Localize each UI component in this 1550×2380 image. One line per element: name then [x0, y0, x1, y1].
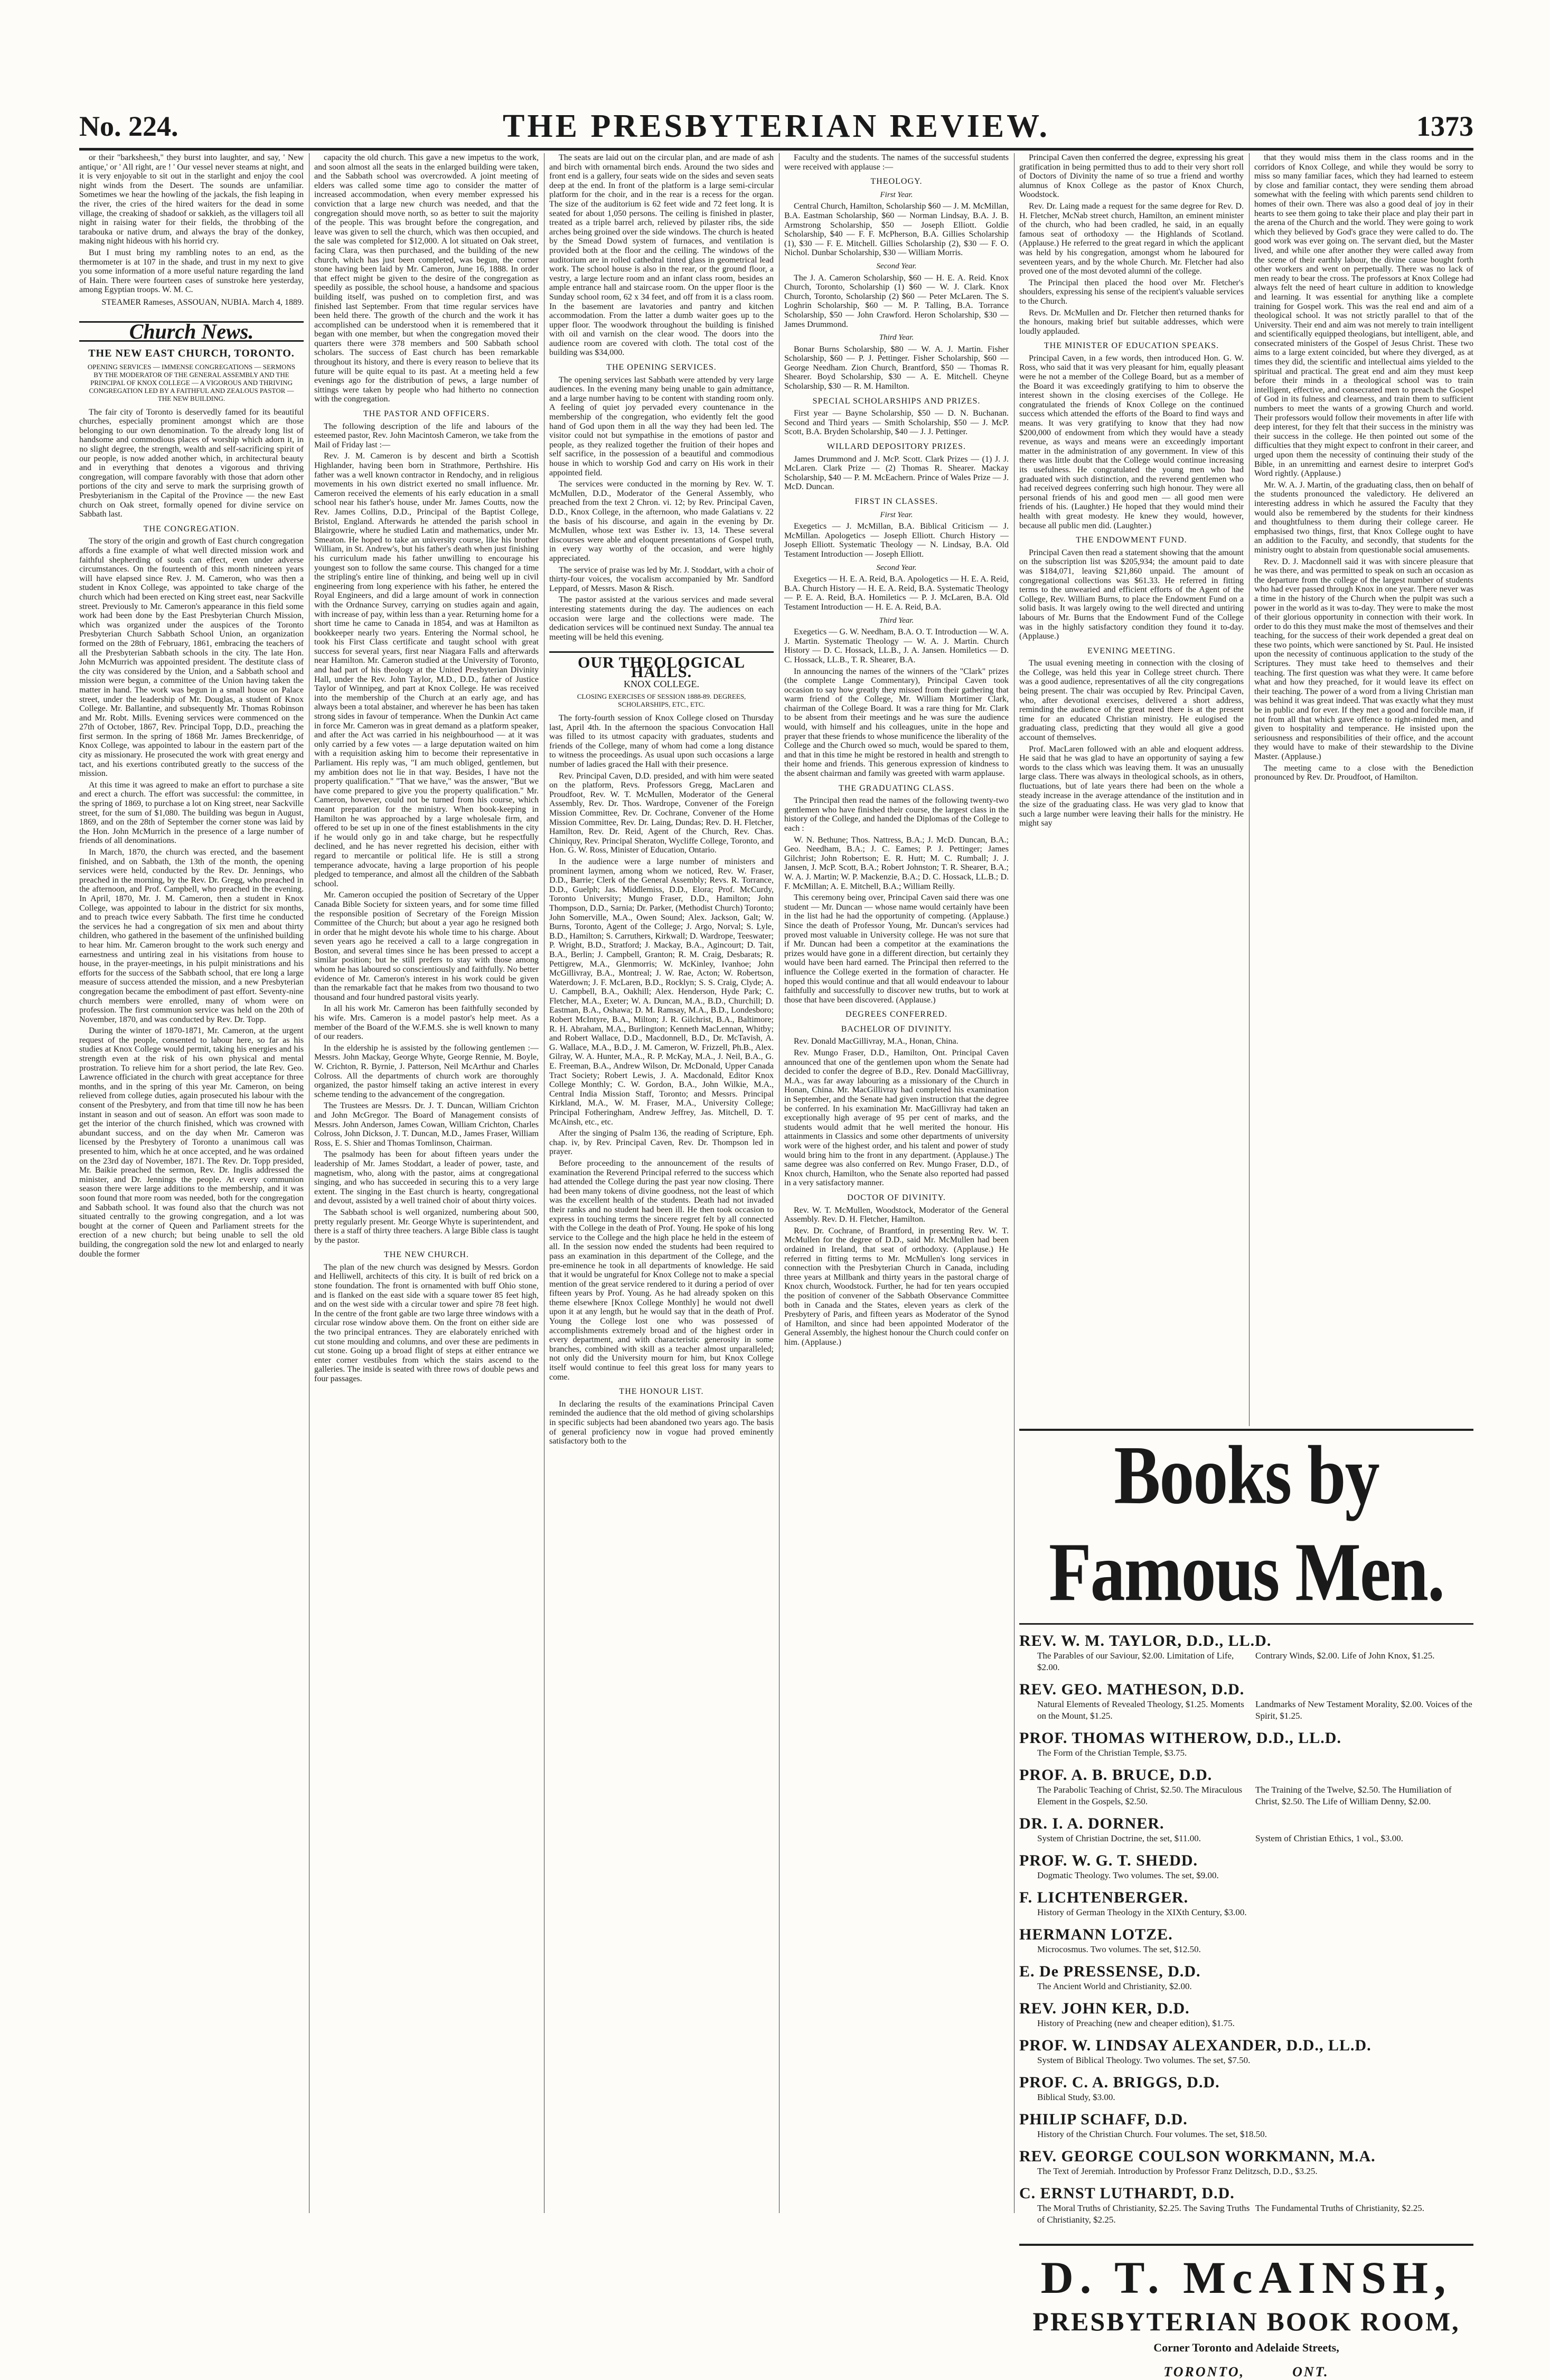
article-paragraph: The services were conducted in the morning by Rev. W. T. McMullen, D.D., Moderator of the General Assembly, who preached from the text 2 Chron. vi. 12; by Rev. Principal Caven, D.D., Knox College, in the afternoon, who made Galatians v. 22 the basis of his discourse, and again in the evening by Dr. McMullen, whose text was Esther iv. 13, 14. These several discourses were able and eloquent presentations of Gospel truth, in every way worthy of the occasion, and were highly appreciated.: [549, 480, 774, 563]
article-paragraph: that they would miss them in the class rooms and in the corridors of Knox College, and while they would be sorry to miss so many familiar faces, which they had learned to esteem by close and familiar contact, they were sending them abroad somewhat with the feeling with which parents send children to homes of their own. There was also a good deal of joy in their hearts to see them going to take their place and play their part in the arena of the Church and the world. They were going to work which they believed by God's grace they were called to do. The good work was ever going on. The servant died, but the Master lived, and while one after another they were called away from the scene of their earthly labour, the divine cause bought forth other workers and went on perpetually. There was no lack of men ready to bear the cross. The professors at Knox College had always felt the need of heart culture in addition to knowledge and learning. It was essential for anything like a complete training for Gospel work. This was the real end and aim of a theological school. It was not strictly parallel to that of the University. Their end and aim was not merely to train intelligent and scientifically equipped theologians, but intelligent, able, and consecrated ministers of the Gospel of Jesus Christ. These two aims to a large extent coincided, but where they diverged, as at times they did, the scientific and intellectual aims yielded to the spiritual and practical. The great end and aim they must keep before their minds in a theological school was to train intelligent, effective, and consecrated men to preach the Gospel of God in its fulness and clearness, and train them to sufficient numbers to meet the wants of a growing Church and world. Their professors would follow their movements in after life with deep interest, for they felt that their success in the ministry was their success in the college. He then pointed out some of the difficulties that they might expect to confront in their career, and urged upon them the necessity of continuing their study of the Bible, in an unremitting and earnest desire to interpret God's Word rightly. (Applause.): [1254, 153, 1473, 479]
book-titles: [1019, 2203, 1473, 2226]
article-paragraph: The opening services last Sabbath were attended by very large audiences. In the evening many being unable to gain admittance, and a large number having to be content with standing room only. A feeling of quiet joy pervaded every countenance in the membership of the congregation, who evidently felt the good hand of God upon them in all the way they had been led. The visitor could not but sympathise in the emotions of pastor and people, as they realized together the fruition of their hopes and self sacrifice, in the possession of a beautiful and commodious house in which to worship God and carry on His work in their appointed field.: [549, 375, 774, 477]
subsection-heading: DEGREES CONFERRED.: [845, 1010, 948, 1019]
book-author: PROF. THOMAS WITHEROW, D.D., LL.D.: [1019, 1729, 1341, 1747]
book-author: F. LICHTENBERGER.: [1019, 1889, 1189, 1906]
subsection-heading: THE PASTOR AND OFFICERS.: [363, 409, 490, 419]
book-titles: [1019, 1833, 1473, 1844]
column-1: [79, 153, 304, 2213]
article-paragraph: Prof. MacLaren followed with an able and eloquent address. He said that he was glad to have an opportunity of saying a few words to the class which was leaving them. It was an unusually large class. There was always in theological schools, as in others, fluctuations, but of late years there had been on the whole a steady increase in the average attendance of the institution and in the size of the graduating class. He was very glad to know that such a large number were leaving their halls for the ministry. He might say: [1019, 744, 1244, 828]
subsection-heading: THE ENDOWMENT FUND.: [1076, 536, 1187, 545]
article-paragraph: Principal Caven then conferred the degree, expressing his great gratification in being permitted thus to add to their very short roll of Doctors of Divinity the name of so true a friend and worthy alumnus of Knox College as the pastor of Knox Church, Woodstock.: [1019, 153, 1244, 200]
article-paragraph: The following description of the life and labours of the esteemed pastor, Rev. John Macintosh Cameron, we take from the Mail of Friday last :—: [314, 421, 539, 449]
subsection-heading: WILLARD DEPOSITORY PRIZES.: [827, 442, 966, 452]
article-paragraph: At this time it was agreed to make an effort to purchase a site and erect a church. The effort was successful: the committee, in the spring of 1869, to purchase a lot on King street, near Sackville street, for the sum of $1,080. The building was begun in August, 1869, and on the 28th of September the corner stone was laid by the Hon. John McMurrich in the presence of a large number of friends of all denominations.: [79, 780, 304, 846]
article-paragraph: The story of the origin and growth of East church congregation affords a fine example of what well directed mission work and faithful shepherding of souls can effect, even under adverse circumstances. On the fourteenth of this month nineteen years will have elapsed since Rev. J. M. Cameron, who was then a student in Knox College, was appointed to take charge of the church which had been erected on King street east, near Sackville street. Previously to Mr. Cameron's appearance in this field some work had been done by the East Presbyterian Church Mission, which was organized under the auspices of the Toronto Presbyterian Church Sabbath School Union, an organization formed on the 28th of February, 1861, embracing the teachers of all the Presbyterian Sabbath schools in the city. The late Hon. John McMurrich was appointed president. The destitute class of the city was considered by the Union, and a Sabbath school and mission were begun, a committee of the Union having taken the matter in hand. The work was begun in a small house on Palace street, under the leadership of Mr. Douglas, a student of Knox College. Mr. Ballantine, and subsequently Mr. Thomas Robinson and Mr. Robt. Mills. Evening services were commenced on the 27th of October, 1867, Rev. Principal Topp, D.D., preaching the first sermon. In the spring of 1868 Mr. James Breckenridge, of Knox College, was appointed to labour in the eastern part of the city as missionary. He prosecuted the work with great energy and tact, and his exertions contributed greatly to the success of the mission.: [79, 537, 304, 779]
advertisement-divider: [1019, 1623, 1473, 1625]
article-paragraph: In the audience were a large number of ministers and prominent laymen, among whom we noticed, Rev. W. Fraser, D.D., Barrie; Clerk of the General Assembly; Revs. R. Torrance, D.D., Guelph; Jas. Middlemiss, D.D., Elora; Prof. McCurdy, Toronto University; Mungo Fraser, D.D., Hamilton; John Thompson, D.D., Sarnia; Dr. Parker, (Methodist Church) Toronto; John Somerville, M.A., Owen Sound; Alex. Jackson, Galt; W. Burns, Toronto, Agent of the College; J. Argo, Norval; S. Lyle, B.D., Hamilton; S. Carruthers, Kirkwall; D. Wardrope, Teeswater; P. Wright, B.D., Stratford; J. Mackay, B.A., Agincourt; D. Tait, B.A., Berlin; J. Campbell, Granton; R. M. Craig, Desbarats; R. Pettigrew, M.A., Glenmorris; W. McKinley, Ivanhoe; John McGillivray, B.A., Montreal; J. W. Rae, Acton; W. Robertson, Waterdown; J. F. McLaren, B.D., Rocklyn; S. S. Craig, Clyde; A. U. Campbell, B.A., Oakhill; Alex. Henderson, Hyde Park; C. Fletcher, M.A., Exeter; W. A. Duncan, M.A., B.D., Churchill; D. Eastman, B.A., Oshawa; D. M. Ramsay, M.A., B.D., Londesboro; Robert McIntyre, B.A., Milton; J. R. Gilchrist, B.A., Baltimore; R. H. Abraham, M.A., Burlington; Kenneth MacLennan, Whitby; and Robert Wallace, D.D., Macdonnell, B.D., Dr. McTavish, A. G. Wallace, M.A., B.D., J. M. Cameron, W. Frizzell, Ph.B., Alex. Gilray, W. A. Hunter, M.A., R. P. McKay, M.A., J. Neil, B.A., G. E. Freeman, B.A., Andrew Wilson, Dr. McDonald, Upper Canada Tract Society; Robert Lewis, J. A. Macdonald, Editor Knox College Monthly; C. W. Gordon, B.A., John Wilkie, M.A., Central India Mission Staff, Toronto; and Messrs. Principal Kirkland, M.A., W. M. Fraser, M.A., University College; Principal Fotheringham, Andrew Jeffrey, Jas. Mitchell, D. T. McAinsh, etc., etc.: [549, 857, 774, 1127]
column-5: [1019, 153, 1244, 1421]
book-titles: [1019, 1784, 1473, 1807]
article-paragraph: The pastor assisted at the various services and made several interesting statements during the day. The audiences on each occasion were large and the collections were made. The dedication services will be continued next Sunday. The annual tea meeting will be held this evening.: [549, 595, 774, 642]
book-titles-right: The Training of the Twelve, $2.50. The Humiliation of Christ, $2.50. The Life of William Denny, $2.00.: [1255, 1785, 1452, 1806]
article-paragraph: The Principal then placed the hood over Mr. Fletcher's shoulders, expressing his sense of the recipient's valuable services to the Church.: [1019, 278, 1244, 306]
book-entry: [1019, 2074, 1473, 2103]
book-author: PROF. W. LINDSAY ALEXANDER, D.D., LL.D.: [1019, 2037, 1371, 2054]
book-titles: The Text of Jeremiah. Introduction by Professor Franz Delitzsch, D.D., $3.25.: [1037, 2166, 1318, 2176]
article-paragraph: Revs. Dr. McMullen and Dr. Fletcher then returned thanks for the honours, making brief but suitable addresses, which were loudly applauded.: [1019, 308, 1244, 336]
book-entry: [1019, 1729, 1473, 1759]
article-paragraph: First year — Bayne Scholarship, $50 — D. N. Buchanan. Second and Third years — Smith Scholarship, $50 — J. McP. Scott, B.A. Bryden Scholarship, $40 — J. J. Pettinger.: [784, 409, 1009, 437]
subsection-heading: DOCTOR OF DIVINITY.: [847, 1193, 946, 1202]
book-titles-right: Contrary Winds, $2.00. Life of John Knox, $1.25.: [1255, 1651, 1435, 1661]
book-titles-right: The Fundamental Truths of Christianity, $2.25.: [1255, 2203, 1425, 2213]
book-author: PROF. A. B. BRUCE, D.D.: [1019, 1766, 1213, 1784]
book-titles: The Form of the Christian Temple, $3.75.: [1037, 1748, 1187, 1758]
year-heading: Second Year.: [876, 261, 917, 270]
article-paragraph: Before proceeding to the announcement of the results of examination the Reverend Principal referred to the success which had attended the College during the past year now closing. There had been many tokens of divine goodness, not the least of which was the excellent health of the students. Death had not invaded their ranks and no student had been ill. He then took occasion to express in touching terms the sincere regret felt by all connected with the College in the death of Prof. Young. He spoke of his long service to the College and the high place he held in the esteem of all. In the session now ended the students had been required to pass an examination in this department of the College, and the pre-eminence he took in all departments of knowledge. He said that it would be ungrateful for Knox College not to make a special mention of the great service rendered to it during a period of over fifteen years by Prof. Young. As he had already spoken on this theme elsewhere [Knox College Monthly] he would not dwell upon it at any length, but he would say that in the death of Prof. Young the College lost one who was possessed of accomplishments extremely broad and of the highest order in every department, and with characteristic generosity in some branches, combined with skill as a teacher almost unparalleled; not only did the University mourn for him, but Knox College itself would continue to feel this great loss for many years to come.: [549, 1158, 774, 1382]
article-paragraph: In announcing the names of the winners of the "Clark" prizes (the complete Lange Commentary), Principal Caven took occasion to say how greatly they missed from their gathering that warm friend of the College, Mr. William Mortimer Clark, chairman of the College Board. It was a rare thing for Mr. Clark to be absent from their meetings and he was sure the audience would, with himself and his colleagues, unite in the hope and prayer that these friends to whose munificence the liberality of the College and the Church owed so much, would be spared to them, and that in this time he might be restored in health and strength to their home and friends. This generous expression of kindness to the absent chairman and family was greeted with warm applause.: [784, 667, 1009, 779]
article-paragraph: The service of praise was led by Mr. J. Stoddart, with a choir of thirty-four voices, the vocalism accompanied by Mr. Sandford Leppard, of Messrs. Mason & Risch.: [549, 565, 774, 593]
book-titles: The Ancient World and Christianity, $2.00.: [1037, 1981, 1192, 1991]
article-paragraph: In the eldership he is assisted by the following gentlemen :— Messrs. John Mackay, George Whyte, George Rennie, M. Boyle, W. Crichton, R. Byrnie, J. Patterson, Neil McArthur and Charles Colross. All the departments of church work are thoroughly organized, the pastor himself taking an active interest in every scheme tending to the advancement of the congregation.: [314, 1043, 539, 1099]
article-paragraph: Mr. Cameron occupied the position of Secretary of the Upper Canada Bible Society for sixteen years, and for some time filled the responsible position of Secretary of the Foreign Mission Committee of the Church; but about a year ago he resigned both in order that he might devote his whole time to his charge. About seven years ago he received a call to a large congregation in Boston, and several times since he has been pressed to accept a similar position; but he still prefers to stay with those among whom he has laboured so conscientiously and faithfully. No better evidence of Mr. Cameron's interest in his work could be given than the remarkable fact that he makes from two thousand to two thousand and four hundred pastoral visits yearly.: [314, 891, 539, 1002]
honour-list: Central Church, Hamilton, Scholarship $60 — J. M. McMillan, B.A. Eastman Scholarship, $60 — Norman Lindsay, B.A. J. B. Armstrong Scholarship, $50 — Joseph Elliott. Goldie Scholarship, $40 — F. F. McPherson, B.A. Gillies Scholarship (1), $30 — F. E. Mitchell. Gillies Scholarship (2), $30 — F. O. Nichol. Dunbar Scholarship, $30 — William Morris.: [784, 202, 1009, 258]
article-paragraph: Rev. Dr. Cochrane, of Brantford, in presenting Rev. W. T. McMullen for the degree of D.D., said Mr. McMullen had been ordained in Ireland, that seat of orthodoxy. (Applause.) He referred in fitting terms to Mr. McMullen's long services in connection with the Presbyterian Church in Canada, including three years at Millbank and thirty years in the pastoral charge of Knox church, Woodstock. Further, he had for ten years occupied the position of convener of the Sabbath Observance Committee both in Canada and the States, eleven years as clerk of the Presbytery of Paris, and fifteen years as Moderator of the Synod of Hamilton, and since had been appointed Moderator of the General Assembly, the highest honour the Church could confer on him. (Applause.): [784, 1226, 1009, 1347]
book-author: HERMANN LOTZE.: [1019, 1926, 1173, 1943]
honour-list: Exegetics — J. McMillan, B.A. Biblical Criticism — J. McMillan. Apologetics — Joseph Elliott. Church History — Joseph Elliott. Systematic Theology — N. Lindsay, B.A. Old Testament Introduction — Joseph Elliott.: [784, 522, 1009, 559]
book-entry: [1019, 1632, 1473, 1673]
article-paragraph: or their "barksheesh," they burst into laughter, and say, ' New antique,' or ' All right, are ! ' Our vessel never steams at night, and it is very enjoyable to sit out in the starlight and enjoy the cool night winds from the Desert. The sounds are unfamiliar. Sometimes we hear the howling of the jackals, the fish leaping in the river, the cries of the hired waiters for the dead in some village, the creaking of shadoof or sakkieh, as the villagers toil all night in raising water for their fields, the throbbing of the tarabouka or native drum, and always the bray of the donkey, making night hideous with his horrid cry.: [79, 153, 304, 246]
bookseller-name: D. T. McAINSH,: [1019, 2244, 1473, 2304]
book-entry: [1019, 1889, 1473, 1918]
subsection-heading: THE NEW CHURCH.: [384, 1250, 469, 1260]
book-titles: Microcosmus. Two volumes. The set, $12.50.: [1037, 1944, 1201, 1954]
article-paragraph: capacity the old church. This gave a new impetus to the work, and soon almost all the seats in the enlarged building were taken, and the Sabbath school was overcrowded. A joint meeting of elders was called some time ago to consider the matter of increased accommodation, when every member expressed his conviction that a large new church was needed, and that the congregation should move north, so as better to suit the majority of the people. This was brought before the congregation, and leave was given to sell the church, which was then occupied, and the sale was completed for $12,000. A lot situated on Oak street, facing Clara, was then purchased, and the building of the new church, which has just been completed, was begun, the corner stone having been laid by Mr. Cameron, June 16, 1888. In order that effect might be given to the desire of the congregation as speedily as possible, the school house, a handsome and spacious building itself, was pushed on to completion first, and was finished last September. From that time regular services have been held there. The growth of the church and the work it has accomplished can be understood when it is remembered that it began with one member, but when the congregation moved their quarters there were 378 members and 500 Sabbath school scholars. The success of East church has been remarkable throughout its history, and there is every reason to believe that its future will be quite equal to its past. At a meeting held a few evenings ago for the distribution of pews, a large number of sittings were taken by people who had hitherto no connection with the congregation.: [314, 153, 539, 404]
article-paragraph: The fair city of Toronto is deservedly famed for its beautiful churches, especially prominent amongst which are those belonging to our own denomination. To the already long list of handsome and commodious places of worship which adorn it, in no slight degree, the strength, wealth and self-sacrificing spirit of our people, is now added another which, in architectural beauty and in everything that denotes a vigorous and thriving congregation, will compare favorably with those that adorn other portions of the city and serve to mark the surprising growth of Presbyterianism in the Capital of the Province — the new East church on Oak street, formally opened for divine service on Sabbath last.: [79, 407, 304, 519]
newspaper-title: THE PRESBYTERIAN REVIEW.: [503, 108, 1050, 144]
book-entry: [1019, 1815, 1473, 1844]
subsection-heading: FIRST IN CLASSES.: [854, 497, 938, 506]
book-titles: [1019, 1650, 1473, 1673]
column-2: [314, 153, 539, 2213]
bookseller-city: [1019, 2364, 1473, 2380]
article-paragraph: Rev. Donald MacGillivray, M.A., Honan, China.: [794, 1037, 959, 1046]
book-titles-right: System of Christian Ethics, 1 vol., $3.00.: [1255, 1833, 1404, 1843]
bookseller-address: Corner Toronto and Adelaide Streets,: [1153, 2341, 1339, 2354]
article-headline: OUR THEOLOGICAL HALLS.: [549, 651, 774, 677]
column-3: [549, 153, 774, 2213]
book-titles: History of German Theology in the XIXth Century, $3.00.: [1037, 1907, 1247, 1917]
year-heading: First Year.: [880, 190, 913, 199]
article-paragraph: In all his work Mr. Cameron has been faithfully seconded by his wife. Mrs. Cameron is a model pastor's help meet. As a member of the Board of the W.F.M.S. she is well known to many of our readers.: [314, 1004, 539, 1042]
subsection-heading: THE OPENING SERVICES.: [606, 363, 717, 372]
book-entry: [1019, 2000, 1473, 2029]
book-titles: System of Biblical Theology. Two volumes. The set, $7.50.: [1037, 2055, 1251, 2065]
article-paragraph: Faculty and the students. The names of the successful students were received with applause :—: [784, 153, 1009, 172]
book-author: PHILIP SCHAFF, D.D.: [1019, 2111, 1188, 2128]
article-paragraph: During the winter of 1870-1871, Mr. Cameron, at the urgent request of the people, consented to labour here, so far as his studies at Knox College would permit, taking his energies and his strength even at the risk of his own physical and mental prostration. To relieve him for a short period, the late Rev. Geo. Lawrence officiated in the church with great acceptance for three months, and in the spring of this year Mr. Cameron, on being relieved from college duties, again prosecuted his labour with the consent of the Presbytery, and from that time till now he has been instant in season and out of season. An effort was soon made to get the interior of the church finished, which was crowned with abundant success, and on the day when Mr. Cameron was licensed by the Presbytery of Toronto a unanimous call was presented to him, which he at once accepted, and he was ordained on the 23rd day of November, 1871. The Rev. Dr. Topp presided, Mr. Baikie preached the sermon, Rev. Dr. Inglis addressed the minister, and Dr. Jennings the people. At every communion season there were large additions to the membership, and it was soon found that more room was needed, both for the congregation and Sabbath school. It was found also that the church was not situated centrally to the growing congregation, and a lot was bought at the corner of Queen and Parliament streets for the erection of a new church; but being unable to sell the old building, the congregation sold the new lot and enlarged to nearly double the former: [79, 1026, 304, 1259]
book-entry: [1019, 1963, 1473, 1992]
honour-list: Exegetics — G. W. Needham, B.A. O. T. Introduction — W. A. J. Martin. Systematic Theology — W. A. J. Martin. Church History — D. C. Hossack, LL.B., J. A. Jansen. Homiletics — D. C. Hossack, LL.B., T. R. Shearer, B.A.: [784, 627, 1009, 664]
advertisement-title: Books by Famous Men.: [1049, 1428, 1444, 1618]
article-headline: THE NEW EAST CHURCH, TORONTO.: [88, 348, 295, 360]
column-divider: [1249, 153, 1250, 1426]
book-titles-right: Landmarks of New Testament Morality, $2.00. Voices of the Spirit, $1.25.: [1255, 1699, 1472, 1721]
article-paragraph: In declaring the results of the examinations Principal Caven reminded the audience that the old method of giving scholarships in specific subjects had been abandoned two years ago. The basis of general proficiency now in vogue had proved eminently satisfactory both to the: [549, 1399, 774, 1446]
book-entry: [1019, 1926, 1473, 1955]
article-paragraph: The seats are laid out on the circular plan, and are made of ash and birch with ornamental birch ends. Around the two sides and front end is a gallery, four seats wide on the sides and seven seats deep at the end. In front of the platform is a large semi-circular platform for the choir, and in the rear is a recess for the organ. The size of the auditorium is 62 feet wide and 72 feet long. It is seated for about 1,050 persons. The ceiling is finished in plaster, treated as a triple barrel arch, relieved by pilaster ribs, the side arches being groined over the side windows. The church is heated by the Smead Dowd system of furnaces, and ventilation is provided both at the floor and the ceiling. The windows of the auditorium are in rolled cathedral tinted glass in geometrical lead work. The school house is also in the rear, or the ground floor, a vestry, a large lecture room and an infant class room, besides an ample entrance hall and staircase room. On the upper floor is the Sunday school room, 62 x 34 feet, and off from it is a class room. In the basement are lavatories and pantry and kitchen accommodation. From the latter a dumb waiter goes up to the upper floor. The woodwork throughout the building is finished with oil and varnish on the clear wood. The doors into the audience room are covered with cloth. The total cost of the building was $34,000.: [549, 153, 774, 358]
article-subhead: CLOSING EXERCISES OF SESSION 1888-89. DEGREES, SCHOLARSHIPS, ETC., ETC.: [577, 692, 746, 709]
column-4: [784, 153, 1009, 2213]
bookseller-title: PRESBYTERIAN BOOK ROOM,: [1032, 2307, 1460, 2336]
book-author: DR. I. A. DORNER.: [1019, 1815, 1164, 1832]
book-titles-left: The Moral Truths of Christianity, $2.25. The Saving Truths of Christianity, $2.25.: [1037, 2203, 1250, 2225]
subsection-heading: THE HONOUR LIST.: [619, 1387, 704, 1397]
article-paragraph: After the singing of Psalm 136, the reading of Scripture, Eph. chap. iv, by Rev. Principal Caven, Rev. Dr. Thompson led in prayer.: [549, 1129, 774, 1157]
book-entry: [1019, 1681, 1473, 1722]
article-paragraph: Mr. W. A. J. Martin, of the graduating class, then on behalf of the students pronounced the valedictory. He delivered an interesting address in which he assured the Faculty that they would also be remembered by the students for their kindness and thoughtfulness to them during their college career. He emphasised two things, first, that Knox College ought to have an addition to the Faculty, and secondly, that students for the ministry ought to abstain from questionable social amusements.: [1254, 480, 1473, 555]
subsection-heading: EVENING MEETING.: [1087, 646, 1176, 655]
book-author: REV. GEORGE COULSON WORKMANN, M.A.: [1019, 2148, 1376, 2165]
book-titles: History of Preaching (new and cheaper edition), $1.75.: [1037, 2018, 1235, 2028]
bookseller-block: [1019, 2244, 1473, 2380]
honour-list: Bonar Burns Scholarship, $80 — W. A. J. Martin. Fisher Scholarship, $60 — P. J. Pettinger. Fisher Scholarship, $60 — George Needham. Zion Church, Brantford, $50 — Thomas R. Shearer. Boyd Scholarship, $30 — A. E. Mitchell. Cheyne Scholarship, $30 — R. M. Hamilton.: [784, 344, 1009, 391]
page-number: 1373: [1416, 110, 1473, 142]
book-author: REV. GEO. MATHESON, D.D.: [1019, 1681, 1245, 1698]
book-titles-left: The Parables of our Saviour, $2.00. Limitation of Life, $2.00.: [1037, 1651, 1234, 1672]
article-paragraph: The meeting came to a close with the Benediction pronounced by Rev. Dr. Proudfoot, of Hamilton.: [1254, 763, 1473, 782]
book-titles-left: Natural Elements of Revealed Theology, $1.25. Moments on the Mount, $1.25.: [1037, 1699, 1244, 1721]
article-paragraph: Rev. W. T. McMullen, Woodstock, Moderator of the General Assembly. Rev. D. H. Fletcher, Hamilton.: [784, 1205, 1009, 1224]
article-paragraph: Rev. Principal Caven, D.D. presided, and with him were seated on the platform, Revs. Professors Gregg, MacLaren and Proudfoot, Rev. W. T. McMullen, Moderator of the General Assembly, Rev. Dr. Thos. Wardrope, Convener of the Foreign Mission Committee, Rev. Dr. Cochrane, Convener of the Home Mission Committee, Rev. Dr. Laing, Dundas; Rev. D. H. Fletcher, Hamilton, Rev. Dr. Reid, Agent of the Church, Rev. Chas. Chiniquy, Rev. Principal Sheraton, Wycliffe College, Toronto, and Hon. G. W. Ross, Minister of Education, Ontario.: [549, 771, 774, 855]
article-paragraph: The usual evening meeting in connection with the closing of the College, was held this year in College street church. There was a good audience, representatives of all the city congregations being present. The chair was occupied by Rev. Principal Caven, who, after devotional exercises, delivered a short address, reminding the audience of the great need there is at the present time for an educated Christian ministry. He eulogised the graduating class, predicting that they would all give a good account of themselves.: [1019, 659, 1244, 743]
masthead: [79, 100, 1473, 151]
article-paragraph: The psalmody has been for about fifteen years under the leadership of Mr. James Stoddart, a leader of power, taste, and magnetism, who, along with the pastor, aims at congregational singing, and who has succeeded in securing this to a very large extent. The singing in the East church is hearty, congregational and devout, assisted by a well trained choir of about thirty voices.: [314, 1150, 539, 1206]
book-entry: [1019, 1852, 1473, 1881]
article-subhead: OPENING SERVICES — IMMENSE CONGREGATIONS — SERMONS BY THE MODERATOR OF THE GENERAL ASSEMBLY AND THE PRINCIPAL OF KNOX COLLEGE — A VIGOROUS AND THRIVING CONGREGATION LED BY A FAITHFUL AND ZEALOUS PASTOR — THE NEW BUILDING.: [87, 362, 296, 402]
section-title: Church News.: [79, 321, 304, 342]
book-author: REV. JOHN KER, D.D.: [1019, 2000, 1190, 2017]
book-list: [1019, 1632, 1473, 2226]
book-author: PROF. C. A. BRIGGS, D.D.: [1019, 2074, 1220, 2091]
column-6: [1254, 153, 1473, 1421]
book-entry: [1019, 2037, 1473, 2066]
year-heading: First Year.: [880, 510, 913, 519]
books-advertisement: [1019, 1428, 1473, 2379]
article-paragraph: Rev. D. J. Macdonnell said it was with sincere pleasure that he was there, and was permitted to speak on such an occasion as the departure from the college of the largest number of students who had ever passed through Knox in one year. There never was a time in the history of the Church when the pulpit was such a power in the world as it was to-day. They were to make the most of their glorious opportunity in connection with their work. In order to do this they must make the most of themselves and their teaching, for the success of their work depended a great deal on these two points, which were sanctioned by St. Paul. He insisted upon the necessity of continuous application to the study of the Scriptures. They must take heed to themselves and their teaching. The first question was what they were. It came before what and how they preached, for it would leave its effect on their teaching. The power of a word from a living Christian man was behind it was great indeed. That was exactly what they must be in public and for ever. If they met a good and forcible man, if not from all that which gave offence to right-minded men, and given to hospitality and temperance. He insisted upon the seriousness and responsibilities of their office, and the account they would have to make of their stewardship to the Divine Master. (Applause.): [1254, 557, 1473, 761]
book-titles: Dogmatic Theology. Two volumes. The set, $9.00.: [1037, 1870, 1219, 1880]
subsection-heading: THE GRADUATING CLASS.: [839, 783, 954, 793]
article-paragraph: Rev. Dr. Laing made a request for the same degree for Rev. D. H. Fletcher, McNab street church, Hamilton, an eminent minister of the church, who had been cradled, he said, in an equally famous seat of orthodoxy — the Highlands of Scotland. (Applause.) He referred to the great regard in which the applicant was held by his congregation, amongst whom he laboured for seventeen years, and by the whole Church. Mr. Fletcher had also proved one of the most devoted alumni of the college.: [1019, 201, 1244, 276]
graduate-list: W. N. Bethune; Thos. Nattress, B.A.; J. McD. Duncan, B.A.; Geo. Needham, B.A.; J. C. Eames; P. J. Pettinger; James Gilchrist; John Robertson; E. R. Hutt; M. C. Rumball; J. J. Jansen, J. McP. Scott, B.A.; Robert Johnston; T. R. Shearer, B.A.; W. A. J. Martin; W. P. Mackenzie, B.A.; D. C. Hossack, LL.B.; D. F. McMillan; A. E. Mitchell, B.A.; William Reilly.: [784, 835, 1009, 891]
year-heading: Second Year.: [876, 563, 917, 572]
article-paragraph: The Sabbath school is well organized, numbering about 500, pretty regularly present. Mr. George Whyte is superintendent, and there is a staff of thirty three teachers. A large Bible class is taught by the pastor.: [314, 1207, 539, 1245]
newspaper-page: [79, 100, 1473, 2379]
article-paragraph: The Principal then read the names of the following twenty-two gentlemen who have finished their course, the largest class in the history of the College, and handed the Diplomas of the College to each :: [784, 796, 1009, 833]
book-entry: [1019, 2148, 1473, 2177]
book-titles-left: The Parabolic Teaching of Christ, $2.50. The Miraculous Element in the Gospels, $2.50.: [1037, 1785, 1243, 1806]
article-subheading: KNOX COLLEGE.: [624, 679, 699, 690]
book-author: REV. W. M. TAYLOR, D.D., LL.D.: [1019, 1632, 1272, 1650]
book-titles: History of the Christian Church. Four volumes. The set, $18.50.: [1037, 2129, 1267, 2139]
year-heading: Third Year.: [879, 333, 914, 342]
subsection-heading: SPECIAL SCHOLARSHIPS AND PRIZES.: [812, 396, 981, 406]
book-author: C. ERNST LUTHARDT, D.D.: [1019, 2185, 1235, 2202]
subsection-heading: THE MINISTER OF EDUCATION SPEAKS.: [1044, 341, 1219, 351]
province-name: ONT.: [1292, 2364, 1329, 2379]
article-paragraph: Principal Caven, in a few words, then introduced Hon. G. W. Ross, who said that it was very pleasant for him, equally pleasant were he not a member of the College Board, but as a member of the Board it was exceedingly gratifying to him to observe the interest shown in the closing exercises of the College. He congratulated the friends of Knox College on the continued success which attended the efforts of the Board to find ways and means. It was very gratifying to know that they had now $200,000 of endowment from which they would have a steady revenue, as ways and means were an exceedingly important matter in the administration of any government. In view of this there was little doubt that the College would continue increasing its usefulness. He congratulated the young men who had graduated with such distinction, and the reverend gentlemen who had received degrees conferring such high honour. They were all personal friends of his and good men — all good men were friends of his. (Laughter.) He hoped that they would mind their health with great modesty. He knew they would, however, because all public men did. (Laughter.): [1019, 353, 1244, 530]
book-entry: [1019, 2111, 1473, 2140]
subsection-heading: THEOLOGY.: [870, 177, 923, 186]
honour-list: Exegetics — H. E. A. Reid, B.A. Apologetics — H. E. A. Reid, B.A. Church History — H. E. A. Reid, B.A. Systematic Theology — P. E. A. Reid, B.A. Homiletics — P. J. McLaren, B.A. Old Testament Introduction — H. E. A. Reid, B.A.: [784, 575, 1009, 612]
book-entry: [1019, 2185, 1473, 2226]
book-titles-left: System of Christian Doctrine, the set, $11.00.: [1037, 1833, 1201, 1843]
article-paragraph: The forty-fourth session of Knox College closed on Thursday last, April 4th. In the afternoon the spacious Convocation Hall was filled to its utmost capacity with graduates, students and friends of the College, many of whom had come a long distance to witness the proceedings. As usual upon such occasions a large number of ladies graced the Hall with their presence.: [549, 714, 774, 770]
article-paragraph: This ceremony being over, Principal Caven said there was one student — Mr. Duncan — whose name would certainly have been in the list had he had the opportunity of competing. (Applause.) Since the death of Professor Young, Mr. Duncan's services had proved most valuable in University college. He was not sure that if Mr. Duncan had been a competitor at the examinations the prizes would have gone in a different direction, but certainly they would have been hard earned. The Principal then referred to the influence the College exerted in the formation of character. He hoped this would continue and that all would endeavour to labour faithfully and successfully to discover new truths, but to work at those that have been discovered. (Applause.): [784, 893, 1009, 1005]
article-paragraph: Principal Caven then read a statement showing that the amount on the subscription list was $205,934; the amount paid to date was $184,071, leaving $21,860 unpaid. The amount of congregational collections was $61.33. He referred in fitting terms to the unwearied and efficient efforts of the Agent of the College, Rev. William Burns, to place the Endowment Fund on a solid basis. It was largely owing to the well directed and untiring labours of Mr. Burns that the Endowment Fund of the College was in the highly satisfactory condition they found it to-day. (Applause.): [1019, 548, 1244, 641]
article-paragraph: Rev. Mungo Fraser, D.D., Hamilton, Ont. Principal Caven announced that one of the gentlemen upon whom the Senate had decided to confer the degree of B.D., Rev. Donald MacGillivray, M.A., was far away labouring as a missionary of the Church in Honan, China. Mr. MacGillivray had completed his examination in September, and the Senate had given instruction that the degree be conferred. In his examination Mr. MacGillivray had taken an exceptionally high average of 95 per cent of marks, and the students would admit that he well merited the honour. His attainments in Classics and some other departments of university work were of the highest order, and his talent and power of study would bring him to the front in any department. (Applause.) The same degree was also conferred on Rev. Mungo Fraser, D.D., of Knox church, Hamilton, who the Senate also reported had passed in a very satisfactory manner.: [784, 1048, 1009, 1188]
article-paragraph: Rev. J. M. Cameron is by descent and birth a Scottish Highlander, having been born in Strathmore, Perthshire. His father was a well known contractor in Rendochy, and in religious movements in his own district exerted no small influence. Mr. Cameron received the elements of his early education in a small school near his father's house, under Mr. James Coutts, now the Rev. James Collins, D.D., Principal of the Baptist College, Bristol, England. Afterwards he attended the parish school in Blairgowrie, where he studied Latin and mathematics, under Mr. Smeaton. He hoped to take an university course, like his brother William, in St. Andrew's, but his father's death when just finishing his curriculum made his father unwilling to encourage his youngest son to follow the same course. This changed for a time the stripling's entire line of thinking, and being well up in civil engineering from long experience with his father, he entered the Royal Engineers, and did a large amount of work in connection with the Ordnance Survey, carrying on studies again and again, with increase of pay, within less than a year. Returning home for a short time he came to Canada in 1854, and was at Hamilton as bookkeeper nearly two years. Entering the Normal school, he took his First Class certificate and taught school with great success for several years, first near Niagara Falls and afterwards near Hamilton. Mr. Cameron studied at the University of Toronto, and had part of his theology at the United Presbyterian Divinity Hall, under the Rev. John Taylor, M.D., D.D., father of Justice Taylor of Winnipeg, and part at Knox College. He was received into the membership of the Church at an early age, and has always been a total abstainer, and wherever he has been has taken strong sides in favour of temperance. When the Dunkin Act came in force Mr. Cameron was in great demand as a platform speaker, and after the Act was carried in his neighbourhood — at it was only carried by a few votes — a large deputation waited on him with a requisition asking him to become their representative in Parliament. His reply was, "I am much obliged, gentlemen, but my ambition does not lie in that way. Besides, I have not the property qualification." "That we have," was the answer, "But we have come prepared to give you the property qualification." Mr. Cameron, however, could not be turned from his course, which meant preparation for the ministry. When book-keeping in Hamilton he was approached by a large wholesale firm, and offered to be set up in one of the finest establishments in the city if he would only go in and take charge, but he respectfully declined, and he has never regretted his decision, either with regard to mercantile or political life. He is still a strong temperance advocate, having a large proportion of his people pledged to temperance, and almost all the children of the Sabbath school.: [314, 452, 539, 888]
article-paragraph: The plan of the new church was designed by Messrs. Gordon and Helliwell, architects of this city. It is built of red brick on a stone foundation. The front is ornamented with buff Ohio stone, and is flanked on the east side with a square tower 85 feet high, and on the west side with a circular tower and spire 78 feet high. In the centre of the front gable are two large three windows with a circular rose window above them. On the front on either side are the two principal entrances. They are elaborately enriched with cut stone moulding and columns, and over these are pediments in cut stone. Going up a broad flight of steps at either entrance we enter corner vestibules from which the stairs ascend to the galleries. The inside is seated with three rows of double pews and four passages.: [314, 1262, 539, 1383]
book-titles: [1019, 1699, 1473, 1722]
honour-list: The J. A. Cameron Scholarship, $60 — H. E. A. Reid. Knox Church, Toronto, Scholarship (1) $60 — W. J. Clark. Knox Church, Toronto, Scholarship (2) $60 — Peter McLaren. The S. Loghrin Scholarship, $60 — M. P. Talling, B.A. Torrance Scholarship, $50 — John Crawford. Heron Scholarship, $30 — James Drummond.: [784, 273, 1009, 329]
dateline: STEAMER Rameses, ASSOUAN, NUBIA. March 4, 1889.: [101, 297, 304, 307]
issue-number: No. 224.: [79, 110, 179, 142]
article-paragraph: In March, 1870, the church was erected, and the basement finished, and on Sabbath, the 13th of the month, the opening services were held, conducted by the Rev. Dr. Jennings, who preached in the morning, by the Rev. Dr. Gregg, who preached in the afternoon, and Prof. Campbell, who preached in the evening. In April, 1870, Mr. J. M. Cameron, then a student in Knox College, was appointed to labour in the district for six months, and to preach twice every Sabbath. The first time he conducted the services he had a congregation of six men and about thirty children, who gathered in the basement of the unfinished building to hear him. Mr. Cameron brought to the work such energy and earnestness and untiring zeal in his visitations from house to house, in the prayer-meetings, in his pulpit ministrations and his efforts for the success of the Sabbath school, that ere long a large measure of success attended the mission, and a new Presbyterian congregation became the embodiment of past effort. Seventy-nine church members were enrolled, many of whom were on profession. The first communion service was held on the 20th of November, 1870, and was conducted by Rev. Dr. Topp.: [79, 848, 304, 1024]
book-author: PROF. W. G. T. SHEDD.: [1019, 1852, 1198, 1869]
article-paragraph: But I must bring my rambling notes to an end, as the thermometer is at 107 in the shade, and trust in my next to give you some information of a more useful nature regarding the land of Hain. There were fourteen cases of sunstroke here yesterday, among Egyptian troops. W. M. C.: [79, 248, 304, 295]
article-paragraph: James Drummond and J. McP. Scott. Clark Prizes — (1) J. J. McLaren. Clark Prize — (2) Thomas R. Shearer. Mackay Scholarship, $40 — P. M. McEachern. Prince of Wales Prize — J. McD. Duncan.: [784, 454, 1009, 492]
year-heading: Third Year.: [879, 616, 914, 625]
book-titles: Biblical Study, $3.00.: [1037, 2092, 1115, 2102]
subsection-heading: BACHELOR OF DIVINITY.: [841, 1024, 952, 1034]
article-paragraph: The Trustees are Messrs. Dr. J. T. Duncan, William Crichton and John McGregor. The Board of Management consists of Messrs. John Anderson, James Cowan, William Crichton, Charles Colross, John Dickson, J. T. Duncan, M.D., James Fraser, William Ross, E. S. Shier and Thomas Tomlinson, Chairman.: [314, 1101, 539, 1148]
book-entry: [1019, 1766, 1473, 1807]
book-author: E. De PRESSENSE, D.D.: [1019, 1963, 1201, 1980]
city-name: TORONTO,: [1163, 2364, 1245, 2379]
subsection-heading: THE CONGREGATION.: [143, 524, 240, 533]
